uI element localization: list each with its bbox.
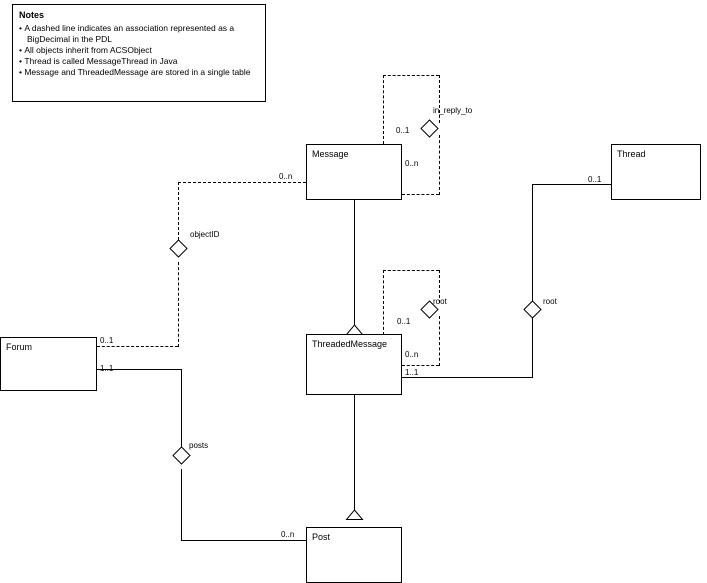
class-name-message: Message — [312, 149, 349, 159]
class-box-post[interactable] — [306, 527, 402, 583]
posts-edge-bottom — [181, 540, 306, 541]
class-box-threaded-message[interactable] — [306, 334, 402, 395]
root-self-edge-right-lower — [439, 316, 440, 366]
in-reply-to-edge-right-upper — [439, 75, 440, 123]
notes-item: • All objects inherit from ACSObject — [19, 45, 259, 56]
in-reply-to-edge-right-lower — [439, 135, 440, 195]
root-self-edge-bottom — [402, 365, 439, 366]
objectid-edge-bottom — [97, 346, 178, 347]
in-reply-to-edge-bottom — [402, 194, 439, 195]
in-reply-to-diamond — [420, 119, 438, 137]
association-label-posts: posts — [189, 441, 209, 450]
class-box-forum[interactable] — [0, 337, 97, 391]
posts-edge-vertical-upper — [181, 369, 182, 454]
multiplicity-objectid-0n: 0..n — [279, 172, 293, 181]
notes-heading: Notes — [19, 10, 45, 20]
notes-item: • Message and ThreadedMessage are stored in a single table — [19, 67, 259, 78]
notes-item: • Thread is called MessageThread in Java — [19, 56, 259, 67]
multiplicity-root-self-01: 0..1 — [397, 317, 411, 326]
notes-box — [12, 4, 266, 102]
objectid-edge-left-lower — [178, 262, 179, 347]
association-label-root-self: root — [433, 297, 447, 306]
notes-item: • A dashed line indicates an association represented as a BigDecimal in the PDL — [19, 23, 259, 45]
root-thread-edge-top — [532, 184, 611, 185]
root-thread-edge-vertical-lower — [532, 316, 533, 377]
multiplicity-in-reply-to-01: 0..1 — [396, 126, 410, 135]
multiplicity-objectid-01: 0..1 — [100, 336, 114, 345]
generalization-triangle-message — [346, 325, 362, 334]
root-thread-diamond — [523, 300, 541, 318]
multiplicity-root-thread-11: 1..1 — [405, 368, 419, 377]
class-name-forum: Forum — [6, 342, 33, 352]
class-name-threaded-message: ThreadedMessage — [312, 339, 388, 349]
multiplicity-in-reply-to-0n: 0..n — [405, 159, 419, 168]
notes-list — [19, 23, 259, 78]
class-box-thread[interactable] — [611, 144, 701, 200]
association-label-objectid: objectID — [190, 230, 220, 239]
objectid-diamond — [169, 239, 187, 257]
class-box-message[interactable] — [306, 144, 402, 200]
multiplicity-root-thread-01: 0..1 — [588, 175, 602, 184]
multiplicity-posts-11: 1..1 — [100, 364, 114, 373]
association-label-in-reply-to: in_reply_to — [433, 106, 473, 115]
generalization-triangle-threadedmessage — [346, 510, 362, 519]
generalization-threadedmessage-message-line — [354, 200, 355, 325]
root-thread-edge-bottom — [402, 377, 533, 378]
multiplicity-posts-0n: 0..n — [281, 530, 295, 539]
objectid-edge-left-upper — [178, 182, 179, 240]
class-name-post: Post — [312, 532, 331, 542]
root-thread-edge-vertical-upper — [532, 184, 533, 304]
association-label-root-thread: root — [543, 297, 557, 306]
generalization-post-threadedmessage-line — [354, 395, 355, 510]
posts-edge-vertical-lower — [181, 469, 182, 541]
objectid-edge-top — [178, 182, 306, 183]
posts-diamond — [172, 446, 190, 464]
root-self-edge-left — [383, 270, 384, 335]
multiplicity-root-self-0n: 0..n — [405, 350, 419, 359]
root-self-edge-top — [383, 270, 439, 271]
in-reply-to-edge-top — [383, 75, 439, 76]
class-name-thread: Thread — [617, 149, 646, 159]
